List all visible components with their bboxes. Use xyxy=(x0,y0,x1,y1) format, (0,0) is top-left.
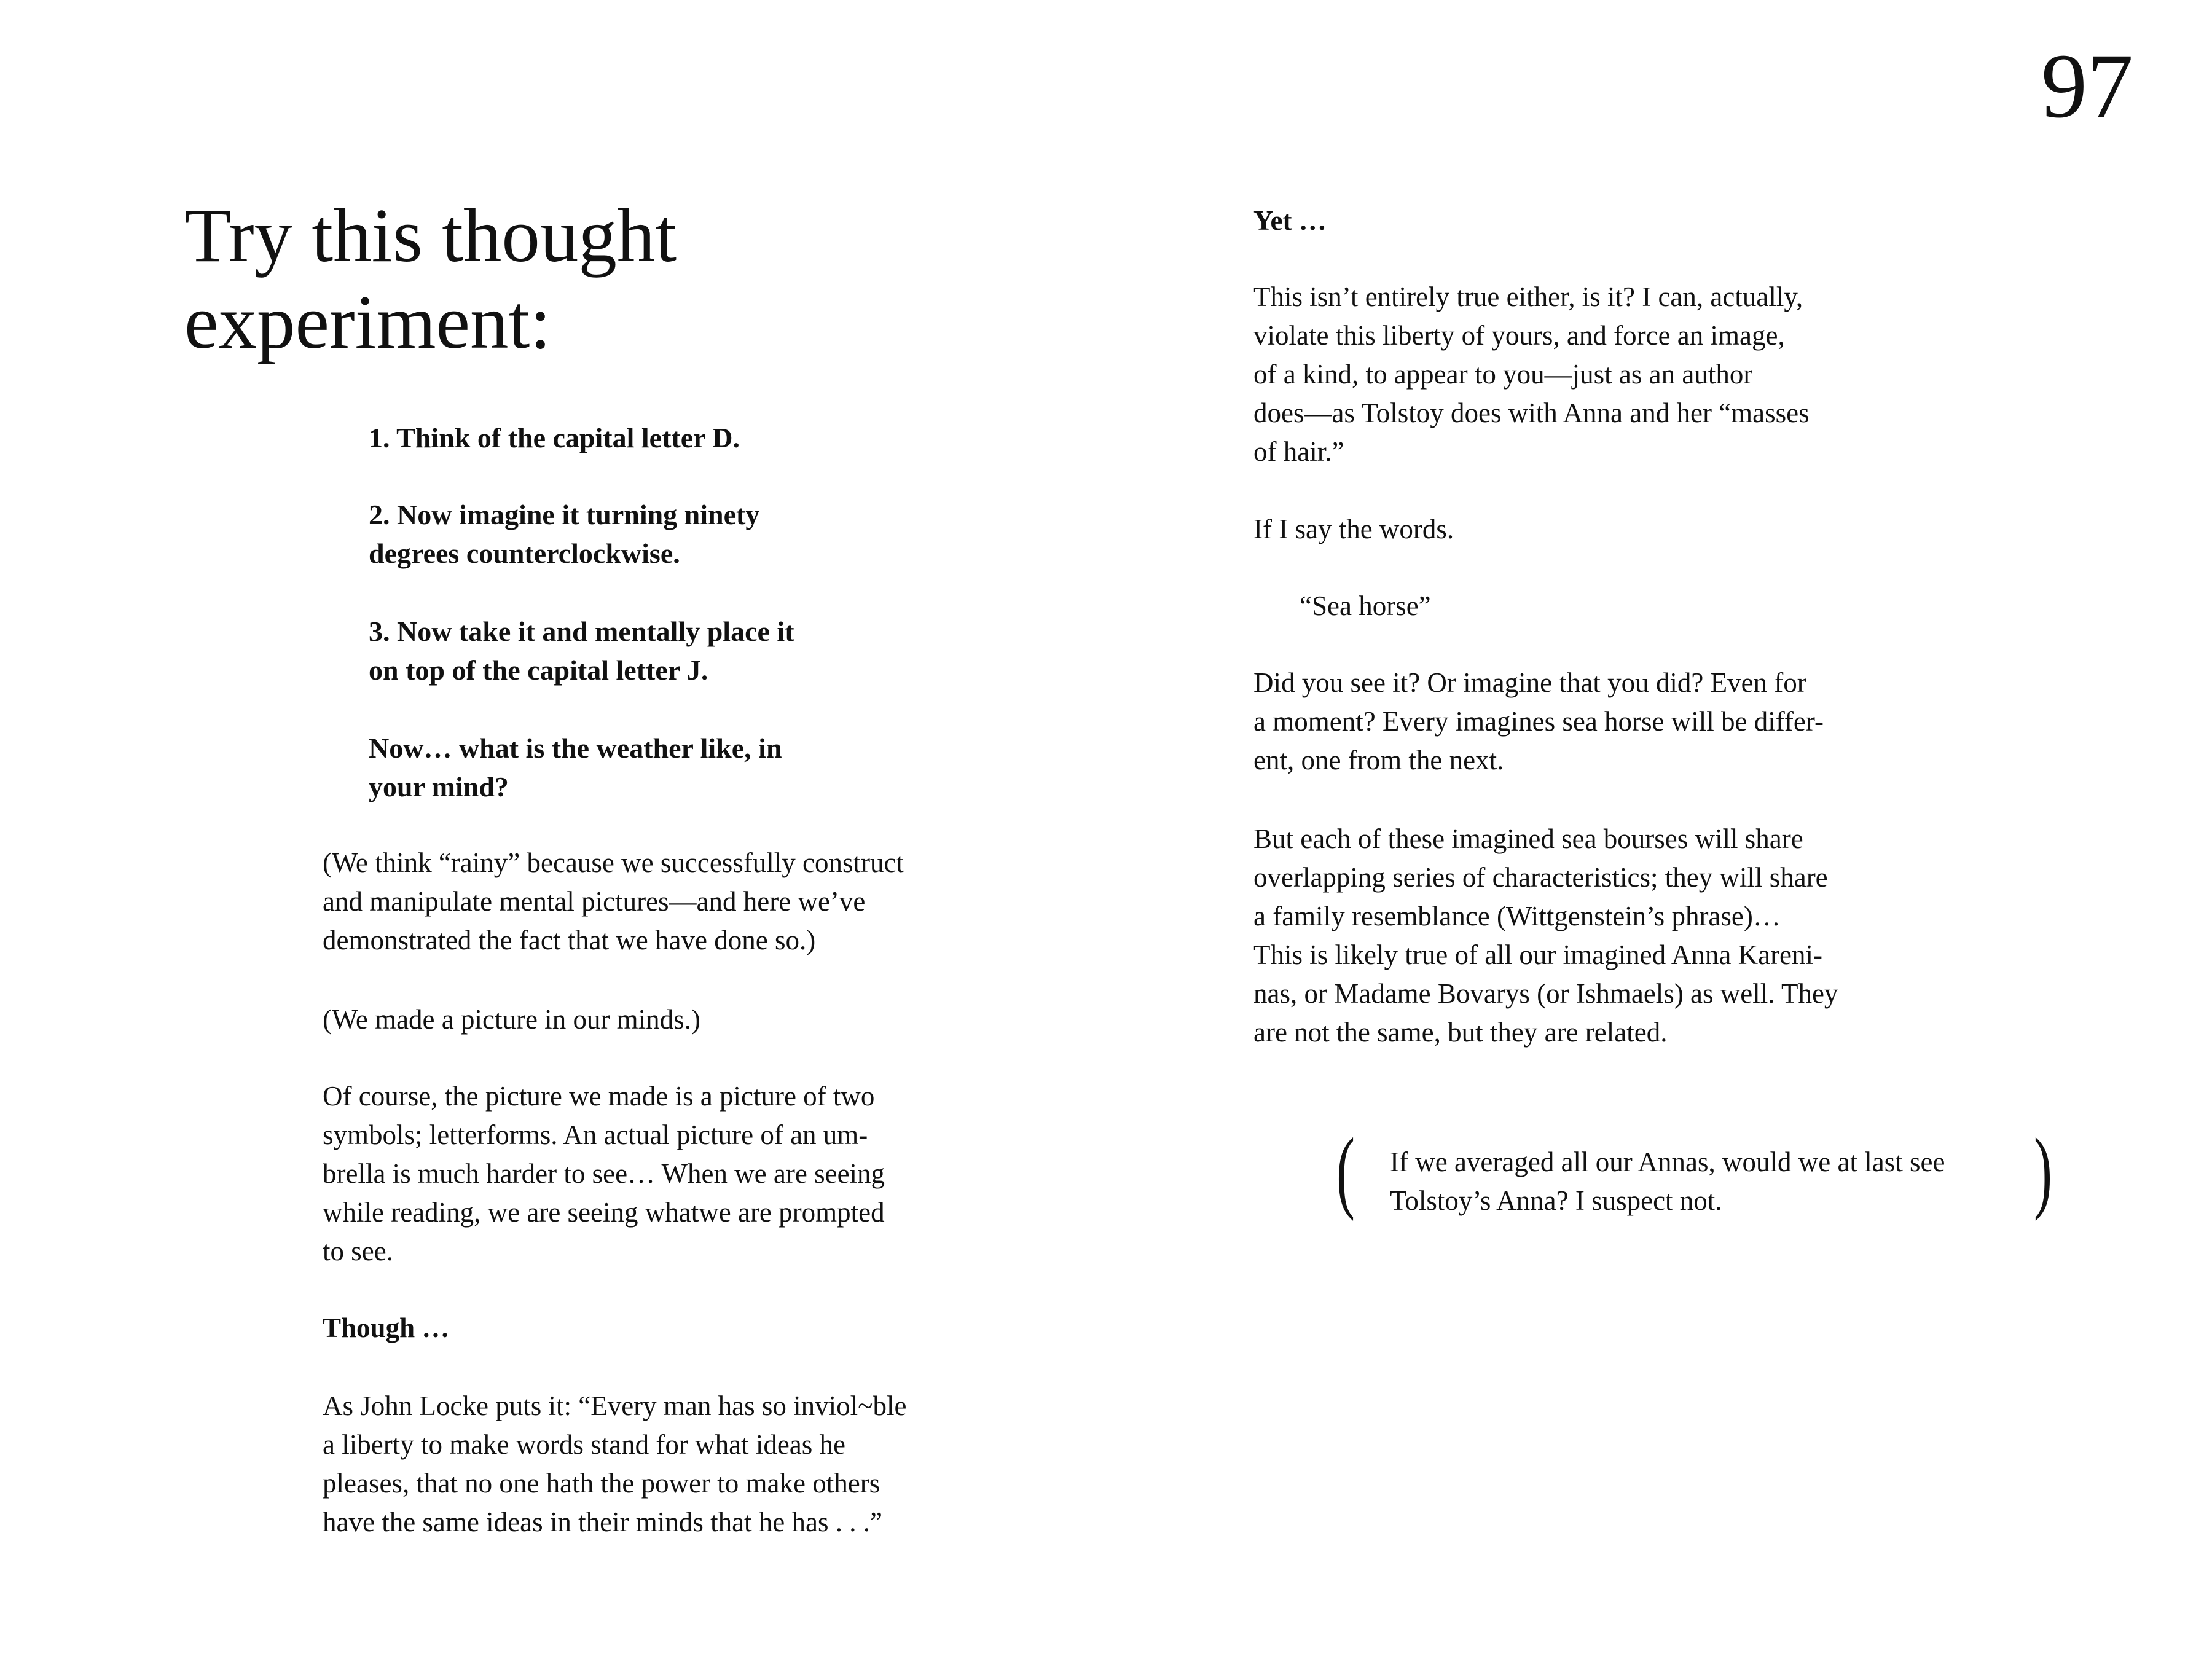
text-line: and manipulate mental pictures—and here we’ve xyxy=(323,886,866,917)
text-line: overlapping series of characteristics; they will share xyxy=(1253,862,1828,893)
text-line: are not the same, but they are related. xyxy=(1253,1017,1668,1048)
text-line: Tolstoy’s Anna? I suspect not. xyxy=(1390,1185,1722,1216)
text-line: This isn’t entirely true either, is it? I can, actually, xyxy=(1253,281,1803,312)
step-2 xyxy=(369,495,759,573)
step-line: Now… what is the weather like, in xyxy=(369,732,782,764)
step-line: your mind? xyxy=(369,771,509,802)
text-line: But each of these imagined sea bourses will share xyxy=(1253,823,1803,854)
text-line: symbols; letterforms. An actual picture of an um- xyxy=(323,1120,868,1150)
step-line: 1. Think of the capital letter D. xyxy=(369,422,740,453)
text-line: (We made a picture in our minds.) xyxy=(323,1004,700,1035)
paragraph-violate xyxy=(1253,278,1810,471)
step-3 xyxy=(369,612,794,689)
step-1 xyxy=(369,418,740,457)
text-line: ent, one from the next. xyxy=(1253,745,1504,775)
text-line: “Sea horse” xyxy=(1300,590,1431,621)
text-line: Of course, the picture we made is a picture of two xyxy=(323,1081,875,1112)
page-title xyxy=(184,193,677,366)
left-parenthesis: ( xyxy=(1336,1120,1355,1222)
step-line: degrees counterclockwise. xyxy=(369,538,680,569)
text-line: brella is much harder to see… When we are seeing xyxy=(323,1158,885,1189)
paragraph-picture xyxy=(323,1000,700,1039)
text-line: (We think “rainy” because we successfully construct xyxy=(323,847,904,878)
text-line: of hair.” xyxy=(1253,436,1344,467)
text-line: violate this liberty of yours, and force an image, xyxy=(1253,320,1785,351)
paragraph-family-resemblance xyxy=(1253,820,1838,1052)
text-line: Yet … xyxy=(1253,205,1327,236)
title-line: experiment: xyxy=(184,280,551,365)
paragraph-locke xyxy=(323,1387,906,1542)
paragraph-if-i-say xyxy=(1253,510,1454,549)
text-line: Though … xyxy=(323,1312,450,1343)
text-line: pleases, that no one hath the power to make others xyxy=(323,1468,880,1499)
text-line: This is likely true of all our imagined Anna Kareni- xyxy=(1253,939,1823,970)
paragraph-did-you-see xyxy=(1253,664,1824,780)
text-line: a moment? Every imagines sea horse will be differ- xyxy=(1253,706,1824,737)
quote-sea-horse xyxy=(1300,587,1431,626)
text-line: demonstrated the fact that we have done so.) xyxy=(323,925,816,955)
heading-yet xyxy=(1253,202,1327,240)
text-line: If I say the words. xyxy=(1253,514,1454,544)
paragraph-rainy xyxy=(323,844,904,960)
text-line: have the same ideas in their minds that he has . . .” xyxy=(323,1507,882,1537)
page-number: 97 xyxy=(2041,35,2133,137)
text-line: of a kind, to appear to you—just as an author xyxy=(1253,359,1753,390)
aside-note xyxy=(1390,1143,1945,1220)
heading-though xyxy=(323,1309,449,1347)
step-line: on top of the capital letter J. xyxy=(369,654,708,686)
text-line: If we averaged all our Annas, would we at last see xyxy=(1390,1147,1945,1177)
text-line: does—as Tolstoy does with Anna and her “masses xyxy=(1253,398,1810,428)
text-line: a family resemblance (Wittgenstein’s phrase)… xyxy=(1253,901,1781,931)
text-line: while reading, we are seeing whatwe are prompted xyxy=(323,1197,885,1228)
text-line: nas, or Madame Bovarys (or Ishmaels) as well. They xyxy=(1253,978,1838,1009)
text-line: Did you see it? Or imagine that you did? Even for xyxy=(1253,667,1806,698)
text-line: a liberty to make words stand for what ideas he xyxy=(323,1429,846,1460)
title-line: Try this thought xyxy=(184,194,677,278)
step-question xyxy=(369,729,782,806)
right-parenthesis: ) xyxy=(2033,1120,2052,1222)
step-line: 3. Now take it and mentally place it xyxy=(369,616,794,647)
text-line: to see. xyxy=(323,1236,393,1266)
step-line: 2. Now imagine it turning ninety xyxy=(369,499,760,530)
paragraph-of-course xyxy=(323,1077,885,1271)
text-line: As John Locke puts it: “Every man has so inviol~ble xyxy=(323,1390,907,1421)
